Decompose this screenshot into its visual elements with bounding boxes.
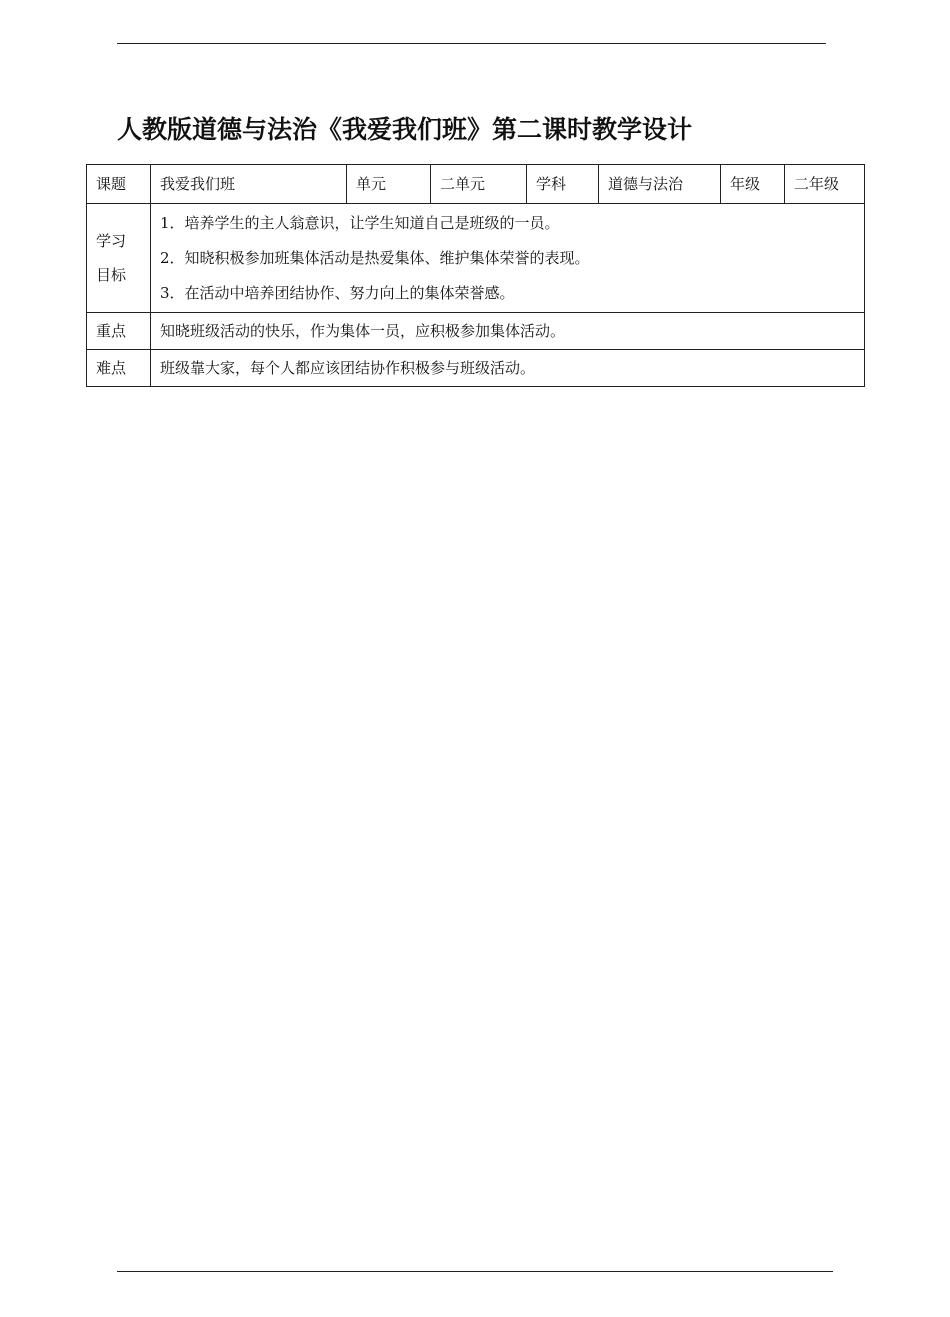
lesson-plan-table	[86, 164, 865, 387]
subject-value: 道德与法治	[599, 165, 721, 204]
difficulty-label: 难点	[87, 350, 151, 387]
goal-item-2: 2．知晓积极参加班集体活动是热爱集体、维护集体荣誉的表现。	[160, 248, 590, 267]
grade-value: 二年级	[785, 165, 865, 204]
table-row-key-point	[87, 313, 865, 350]
unit-value: 二单元	[431, 165, 527, 204]
table-row-header	[87, 165, 865, 204]
table-row-goals	[87, 204, 865, 313]
goals-label-line1: 学习	[96, 232, 127, 250]
key-point-label: 重点	[87, 313, 151, 350]
header-rule	[117, 43, 826, 44]
goals-label-cell	[87, 204, 151, 313]
goal-item-1: 1．培养学生的主人翁意识，让学生知道自己是班级的一员。	[160, 213, 560, 232]
table-row-difficulty	[87, 350, 865, 387]
grade-label: 年级	[721, 165, 785, 204]
goals-label-line2: 目标	[96, 266, 127, 284]
difficulty-text: 班级靠大家，每个人都应该团结协作积极参与班级活动。	[151, 350, 865, 387]
goal-item-3: 3．在活动中培养团结协作、努力向上的集体荣誉感。	[160, 283, 515, 302]
document-title: 人教版道德与法治《我爱我们班》第二课时教学设计	[117, 115, 693, 144]
footer-rule	[117, 1271, 833, 1272]
subject-label: 学科	[527, 165, 599, 204]
topic-value: 我爱我们班	[151, 165, 347, 204]
unit-label: 单元	[347, 165, 431, 204]
goals-content-cell	[151, 204, 865, 313]
key-point-text: 知晓班级活动的快乐，作为集体一员，应积极参加集体活动。	[151, 313, 865, 350]
topic-label: 课题	[87, 165, 151, 204]
